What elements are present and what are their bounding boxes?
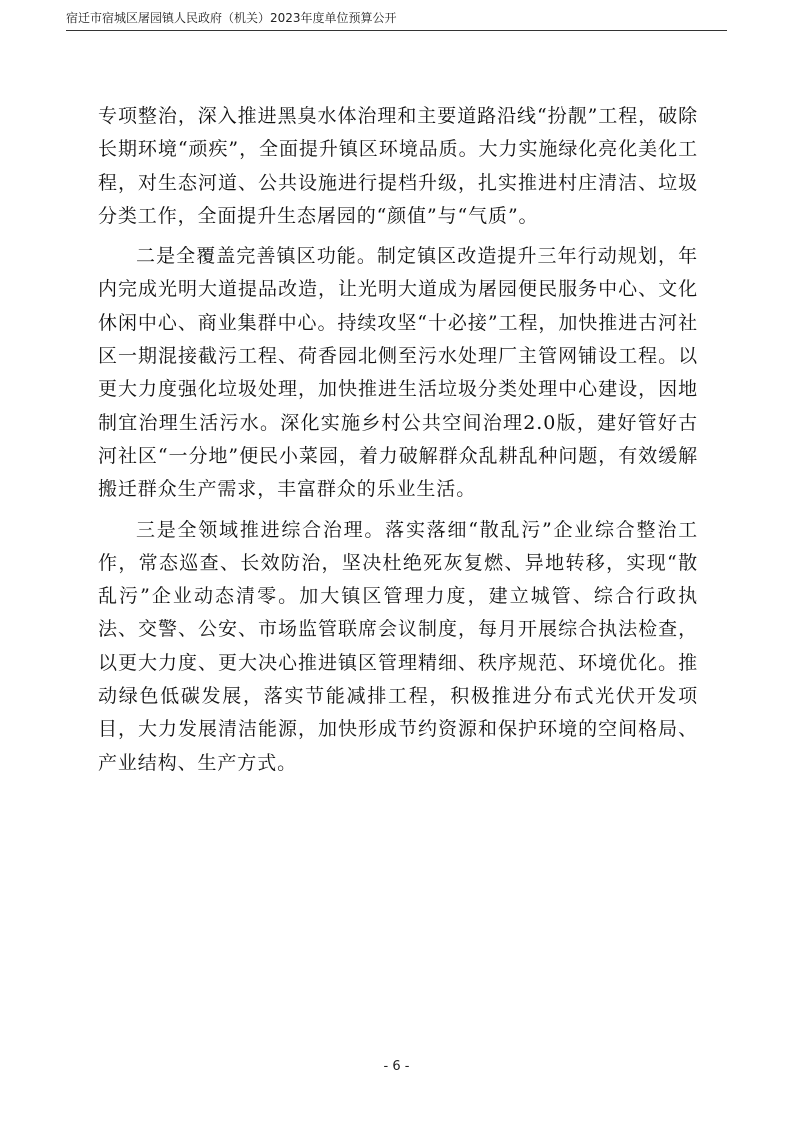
page-header: 宿迁市宿城区屠园镇人民政府（机关）2023年度单位预算公开: [66, 11, 397, 25]
paragraph-comprehensive-governance: 三是全领域推进综合治理。落实落细“散乱污”企业综合整治工作，常态巡查、长效防治，坚决杜绝死灰复燃、异地转移，实现“散乱污”企业动态清零。加大镇区管理力度，建立城管、综合行政执法、交警、公安、市场监管联席会议制度，每月开展综合执法检查，以更大力度、更大决心推进镇区管理精细、秩序规范、环境优化。推动绿色低碳发展，落实节能减排工程，积极推进分布式光伏开发项目，大力发展清洁能源，加快形成节约资源和保护环境的空间格局、产业结构、生产方式。: [98, 518, 698, 774]
paragraph-town-functions: 二是全覆盖完善镇区功能。制定镇区改造提升三年行动规划，年内完成光明大道提品改造，让光明大道成为屠园便民服务中心、文化休闲中心、商业集群中心。持续攻坚“十必接”工程，加快推进古河社区一期混接截污工程、荷香园北侧至污水处理厂主管网铺设工程。以更大力度强化垃圾处理，加快推进生活垃圾分类处理中心建设，因地制宜治理生活污水。深化实施乡村公共空间治理2.0版，建好管好古河社区“一分地”便民小菜园，着力破解群众乱耕乱种问题，有效缓解搬迁群众生产需求，丰富群众的乐业生活。: [98, 245, 698, 501]
document-body: [98, 100, 698, 787]
page-number: - 6 -: [383, 1059, 410, 1074]
header-divider: [66, 30, 727, 31]
paragraph-continuation: 专项整治，深入推进黑臭水体治理和主要道路沿线“扮靓”工程，破除长期环境“顽疾”，全面提升镇区环境品质。大力实施绿化亮化美化工程，对生态河道、公共设施进行提档升级，扎实推进村庄清洁、垃圾分类工作，全面提升生态屠园的“颜值”与“气质”。: [98, 105, 698, 227]
